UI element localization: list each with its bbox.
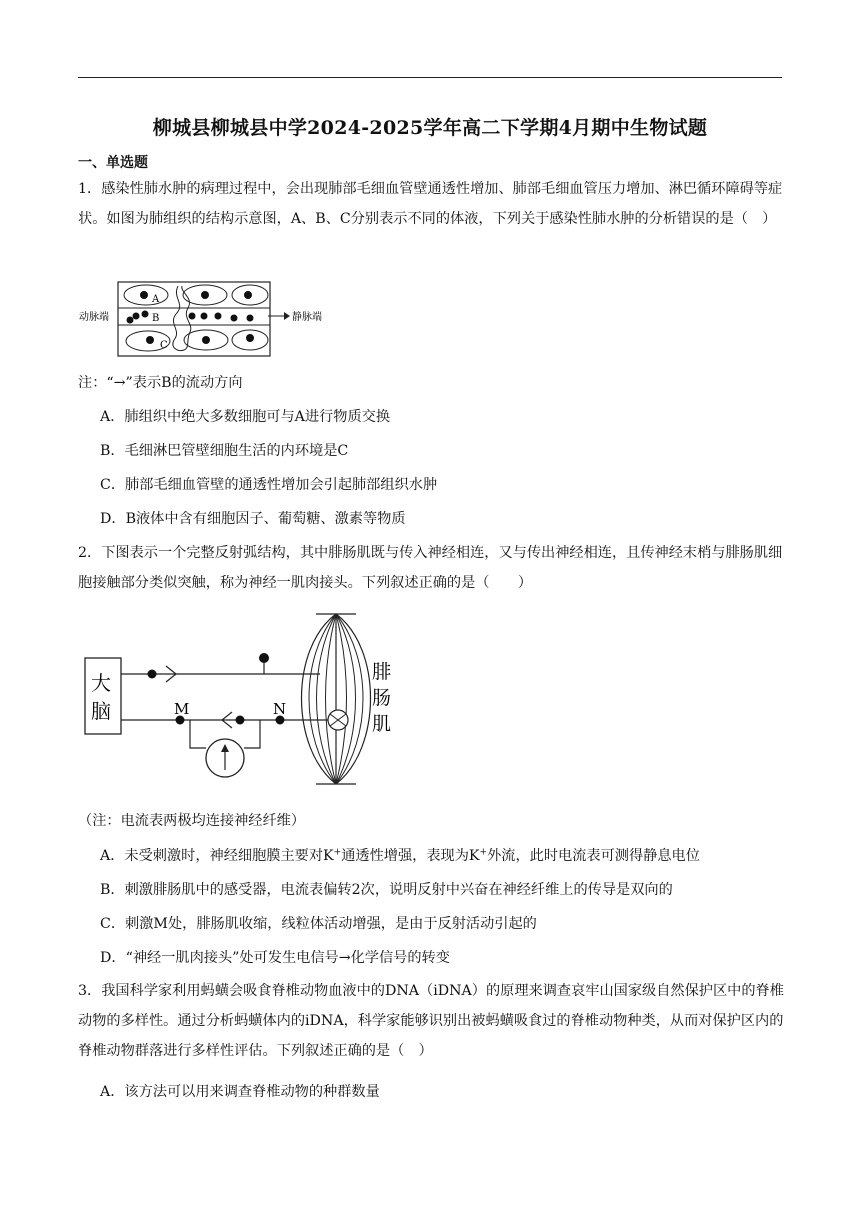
- q1-option-d[interactable]: D．B液体中含有细胞因子、葡萄糖、激素等物质: [100, 511, 406, 527]
- muscle-char-3: 肌: [372, 713, 392, 735]
- point-m-label: M: [174, 700, 190, 718]
- fluid-a-label: A: [152, 294, 160, 305]
- q2-option-a-text-3: 外流，此时电流表可测得静息电位: [487, 848, 700, 864]
- header-rule: [78, 77, 782, 78]
- q1-option-c[interactable]: C．肺部毛细血管壁的通透性增加会引起肺部组织水肿: [100, 477, 438, 493]
- q2-option-c[interactable]: C．刺激M处，腓肠肌收缩，线粒体活动增强，是由于反射活动引起的: [100, 916, 537, 932]
- brain-char-1: 大: [91, 671, 111, 695]
- section-heading: 一、单选题: [78, 155, 148, 171]
- q2-option-a-text-1: A．未受刺激时，神经细胞膜主要对K: [100, 848, 334, 864]
- q1-option-a[interactable]: A．肺组织中绝大多数细胞可与A进行物质交换: [100, 409, 391, 425]
- q2-option-a[interactable]: [100, 845, 700, 865]
- q2-option-b[interactable]: B．刺激腓肠肌中的感受器，电流表偏转2次，说明反射中兴奋在神经纤维上的传导是双向的: [100, 882, 673, 898]
- fluid-c-label: C: [160, 340, 168, 351]
- q1-option-b[interactable]: B．毛细淋巴管壁细胞生活的内环境是C: [100, 443, 349, 459]
- reflex-arc-figure: [80, 608, 410, 790]
- question-2-stem: 2．下图表示一个完整反射弧结构，其中腓肠肌既与传入神经相连，又与传出神经相连，且传神经末梢与腓肠肌细胞接触部分类似突触，称为神经一肌肉接头。下列叙述正确的是（ ）: [78, 545, 783, 591]
- arterial-end-label: 动脉端: [79, 312, 109, 323]
- page-title: 柳城县柳城县中学2024-2025学年高二下学期4月期中生物试题: [152, 117, 708, 139]
- question-2-note: （注：电流表两极均连接神经纤维）: [78, 813, 306, 829]
- potassium-charge-2: +: [479, 847, 488, 858]
- question-1-stem: 1．感染性肺水肿的病理过程中，会出现肺部毛细血管壁通透性增加、肺部毛细血管压力增加、淋巴循环障碍等症状。如图为肺组织的结构示意图，A、B、C分别表示不同的体液，下列关于感染性肺水肿的分析错误的是（ ）: [78, 181, 783, 227]
- potassium-charge-1: +: [333, 847, 342, 858]
- q2-option-d[interactable]: D．“神经一肌肉接头”处可发生电信号→化学信号的转变: [100, 950, 450, 966]
- question-1-note: 注：“→”表示B的流动方向: [78, 375, 243, 391]
- muscle-char-2: 肠: [372, 687, 392, 709]
- question-3-stem: 3．我国科学家利用蚂蟥会吸食脊椎动物血液中的DNA（iDNA）的原理来调查哀牢山国家级自然保护区中的脊椎动物的多样性。通过分析蚂蟥体内的iDNA，科学家能够识别出被蚂蟥吸食过的脊椎动物种类，从而对保护区内的脊椎动物群落进行多样性评估。下列叙述正确的是（ ）: [78, 983, 784, 1059]
- muscle-char-1: 腓: [372, 661, 392, 683]
- brain-char-2: 脑: [91, 699, 111, 723]
- q3-option-a[interactable]: A．该方法可以用来调查脊椎动物的种群数量: [100, 1084, 380, 1100]
- lung-tissue-figure: [78, 278, 322, 360]
- point-n-label: N: [273, 700, 287, 718]
- venous-end-label: 静脉端: [292, 312, 322, 323]
- q2-option-a-text-2: 通透性增强，表现为K: [341, 848, 480, 864]
- fluid-b-label: B: [152, 313, 160, 324]
